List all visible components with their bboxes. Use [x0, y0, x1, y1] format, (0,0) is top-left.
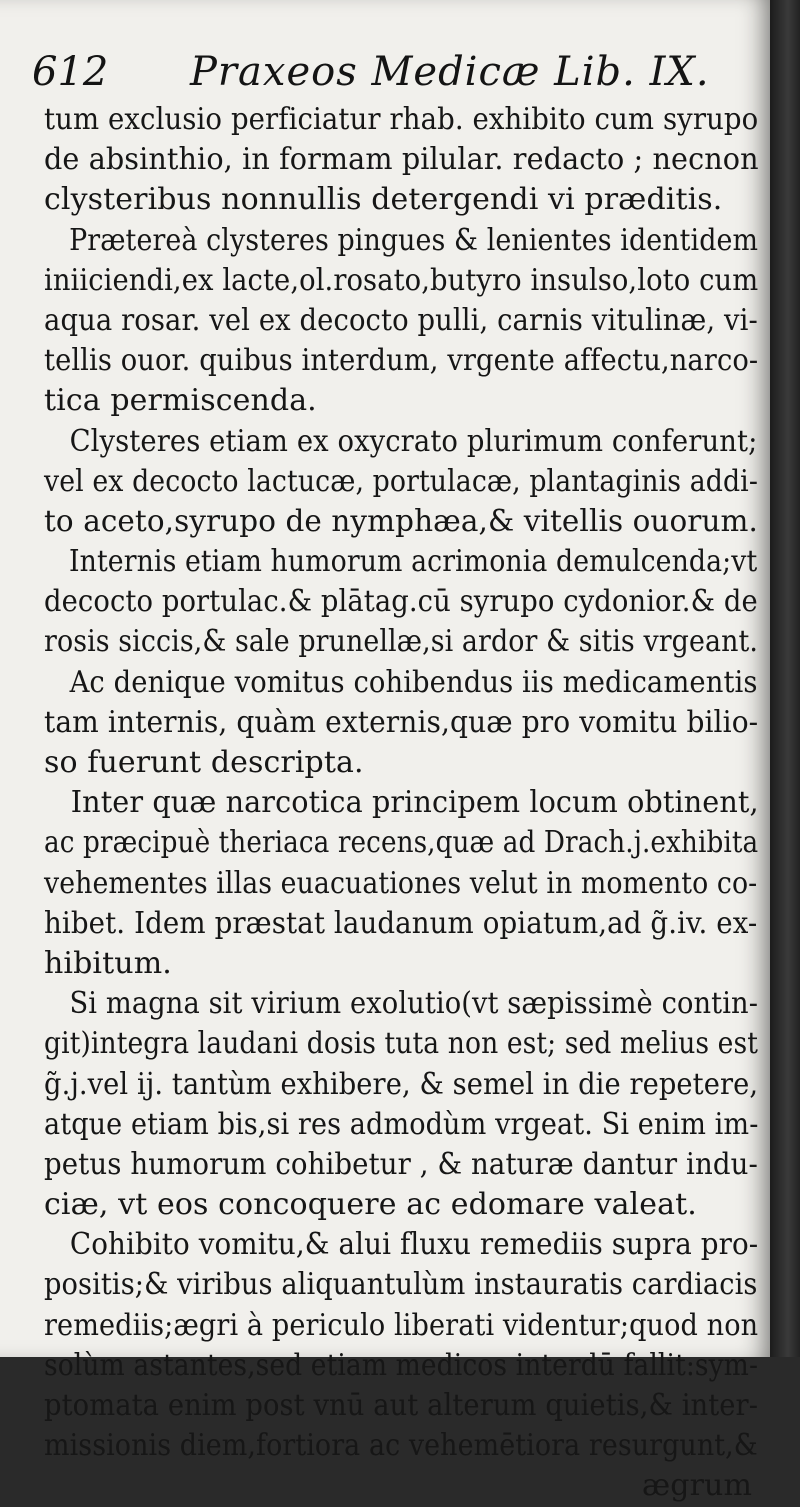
text-line: iniiciendi,ex lacte,ol.rosato,butyro insulso,loto cum	[44, 262, 759, 298]
paragraph-start: Clysteres etiam ex oxycrato plurimum conferunt;	[69, 423, 758, 459]
text-line: g̃.j.vel ij. tantùm exhibere, & semel in die repetere,	[44, 1066, 759, 1102]
text-line: ciæ, vt eos concoquere ac edomare valeat.	[44, 1187, 697, 1223]
paragraph-start: Internis etiam humorum acrimonia demulcenda;vt	[68, 544, 758, 580]
text-line: tam internis, quàm externis,quæ pro vomitu bilio-	[44, 704, 759, 740]
paragraph-start: Si magna sit virium exolutio(vt sæpissimè contin-	[69, 986, 759, 1022]
text-line: remediis;ægri à periculo liberati videntur;quod non	[44, 1307, 759, 1343]
body-text	[44, 100, 758, 1507]
text-line: to aceto,syrupo de nymphæa,& vitellis ouorum.	[44, 503, 758, 539]
text-line: vehementes illas euacuationes velut in momento co-	[44, 865, 758, 901]
catchword: ægrum	[641, 1468, 752, 1504]
paragraph-start: Cohibito vomitu,& alui fluxu remediis supra pro-	[69, 1227, 759, 1263]
running-title: Praxeos Medicæ Lib. IX.	[190, 49, 710, 95]
text-line: tica permiscenda.	[44, 383, 317, 419]
text-line: so fuerunt descripta.	[44, 745, 364, 780]
page-number: 612	[32, 49, 109, 95]
text-line: git)integra laudani dosis tuta non est; sed melius est	[44, 1026, 759, 1062]
text-line: ac præcipuè theriaca recens,quæ ad Drach.j.exhibita	[44, 825, 759, 861]
text-line: de absinthio, in formam pilular. redacto ; necnon	[44, 142, 759, 178]
text-line: decocto portulac.& plātag.cū syrupo cydonior.& de	[44, 584, 758, 620]
text-line: tellis ouor. quibus interdum, vrgente affectu,narco-	[44, 343, 759, 379]
paragraph-start: Prætereà clysteres pingues & lenientes identidem	[69, 222, 759, 258]
text-line: rosis siccis,& sale prunellæ,si ardor & sitis vrgeant.	[44, 624, 758, 660]
page-header	[30, 44, 750, 100]
text-line: hibitum.	[44, 945, 172, 981]
text-line: tum exclusio perficiatur rhab. exhibito cum syrupo	[44, 102, 759, 137]
text-line: atque etiam bis,si res admodùm vrgeat. Si enim im-	[44, 1106, 759, 1142]
text-line: vel ex decocto lactucæ, portulacæ, plantaginis addi-	[44, 463, 758, 499]
paragraph-start: Ac denique vomitus cohibendus iis medicamentis	[69, 664, 758, 700]
text-line: petus humorum cohibetur , & naturæ dantur indu-	[44, 1146, 758, 1182]
text-line: hibet. Idem præstat laudanum opiatum,ad g̃.iv. ex-	[44, 905, 758, 941]
book-gutter-shadow	[770, 0, 800, 1357]
text-line: positis;& viribus aliquantulùm instauratis cardiacis	[44, 1267, 758, 1303]
text-line: clysteribus nonnullis detergendi vi præditis.	[44, 182, 723, 218]
text-line: aqua rosar. vel ex decocto pulli, carnis vitulinæ, vi-	[44, 302, 758, 338]
text-line: ptomata enim post vnū aut alterum quietis,& inter-	[44, 1388, 759, 1423]
text-line: missionis diem,fortiora ac vehemētiora resurgunt,&	[44, 1428, 758, 1464]
text-line: solùm astantes,sed etiam medicos interdū fallit:sym-	[44, 1347, 759, 1383]
paragraph-start: Inter quæ narcotica principem locum obtinent,	[70, 785, 759, 821]
